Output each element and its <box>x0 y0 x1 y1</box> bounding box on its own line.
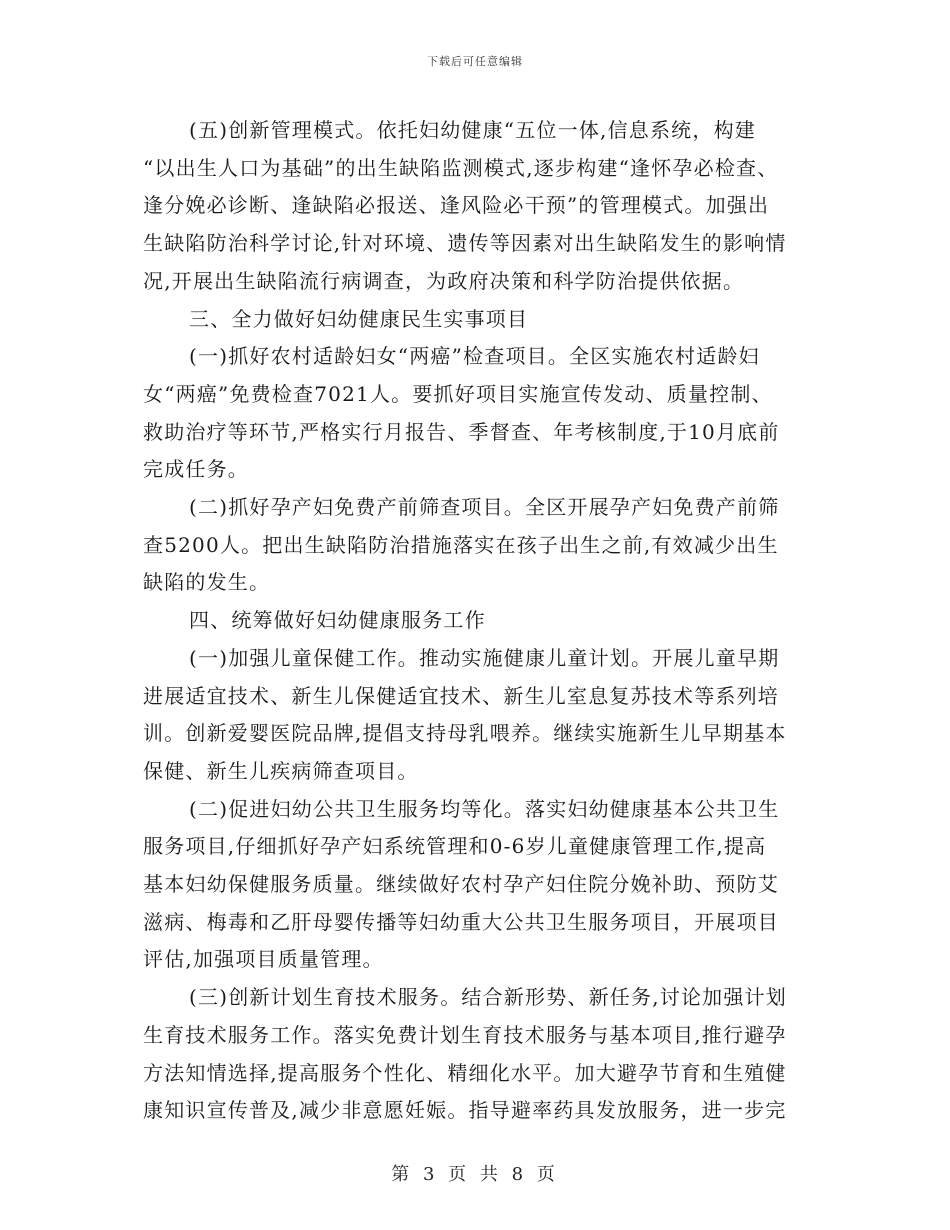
text-line: (一)加强儿童保健工作。推动实施健康儿童计划。开展儿童早期 <box>189 645 780 670</box>
page-number: 第 3 页 共 8 页 <box>391 1164 559 1185</box>
text-line: (二)抓好孕产妇免费产前筛查项目。全区开展孕产妇免费产前筛 <box>189 495 780 520</box>
text-line: 生缺陷防治科学讨论,针对环境、遗传等因素对出生缺陷发生的影响情 <box>143 231 787 256</box>
paragraph <box>143 640 823 791</box>
text-line: 保健、新生儿疾病筛查项目。 <box>143 758 419 783</box>
text-line: 完成任务。 <box>143 457 249 482</box>
text-line: 女“两癌”免费检查7021人。要抓好项目实施宣传发动、质量控制、 <box>143 381 773 406</box>
text-line: (一)抓好农村适龄妇女“两癌”检查项目。全区实施农村适龄妇 <box>189 344 760 369</box>
text-line: (五)创新管理模式。依托妇幼健康“五位一体,信息系统，构建 <box>189 118 756 142</box>
text-line: 缺陷的发生。 <box>143 570 271 595</box>
text-line: 生育技术服务工作。落实免费计划生育技术服务与基本项目,推行避孕 <box>143 1022 787 1047</box>
text-line: 救助治疗等环节,严格实行月报告、季督查、年考核制度,于10月底前 <box>143 419 780 444</box>
paragraph <box>143 301 823 339</box>
paragraph <box>143 979 823 1130</box>
text-line: 三、全力做好妇幼健康民生实事项目 <box>189 306 529 331</box>
text-line: 滋病、梅毒和乙肝母婴传播等妇幼重大公共卫生服务项目，开展项目 <box>143 909 779 934</box>
paragraph <box>143 791 823 980</box>
page-header: 下载后可任意编辑 <box>427 55 523 68</box>
text-line: 况,开展出生缺陷流行病调查，为政府决策和科学防治提供依据。 <box>143 268 745 293</box>
text-line: 四、统筹做好妇幼健康服务工作 <box>189 608 486 633</box>
text-line: 查5200人。把出生缺陷防治措施落实在孩子出生之前,有效减少出生 <box>143 532 779 557</box>
text-line: “以出生人口为基础”的出生缺陷监测模式,逐步构建“逢怀孕必检查、 <box>143 155 779 180</box>
text-line: 方法知情选择,提高服务个性化、精细化水平。加大避孕节育和生殖健 <box>143 1060 787 1085</box>
document-body <box>143 112 823 1130</box>
text-line: 进展适宜技术、新生儿保健适宜技术、新生儿室息复苏技术等系列培 <box>143 683 779 708</box>
text-line: 康知识宣传普及,减少非意愿妊娠。指导避率药具发放服务，进一步完 <box>143 1098 787 1123</box>
paragraph <box>143 112 823 301</box>
text-line: (三)创新计划生育技术服务。结合新形势、新任务,讨论加强计划 <box>189 985 787 1010</box>
text-line: 训。创新爱婴医院品牌,提倡支持母乳喂养。继续实施新生儿早期基本 <box>143 721 787 746</box>
paragraph <box>143 602 823 640</box>
text-line: 评估,加强项目质量管理。 <box>143 947 384 972</box>
text-line: 基本妇幼保健服务质量。继续做好农村孕产妇住院分娩补助、预防艾 <box>143 872 779 897</box>
text-line: (二)促进妇幼公共卫生服务均等化。落实妇幼健康基本公共卫生 <box>189 796 780 821</box>
paragraph <box>143 489 823 602</box>
text-line: 逢分娩必诊断、逢缺陷必报送、逢风险必干预”的管理模式。加强出 <box>143 193 770 218</box>
text-line: 服务项目,仔细抓好孕产妇系统管理和0-6岁儿童健康管理工作,提高 <box>143 834 767 859</box>
paragraph <box>143 338 823 489</box>
